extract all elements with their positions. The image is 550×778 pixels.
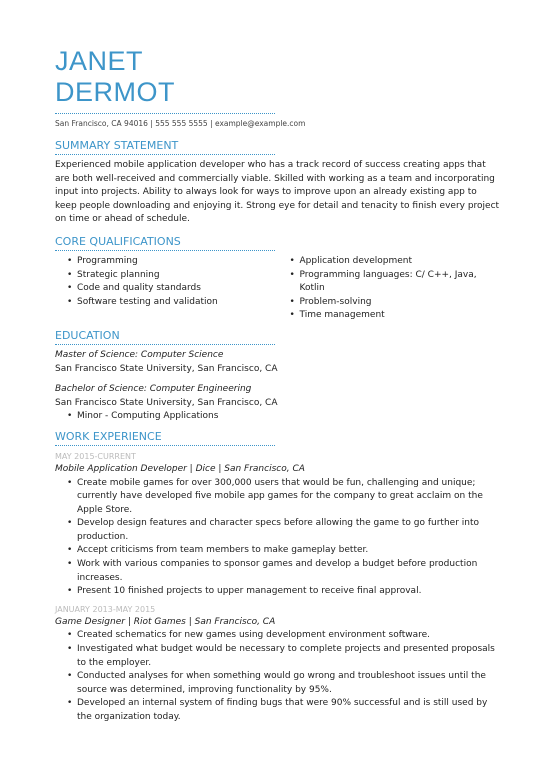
- list-item: • Develop design features and character specs before allowing the game to go further into production.: [55, 517, 500, 544]
- first-name: JANET: [55, 46, 144, 76]
- qualifications-left-list: [55, 255, 278, 323]
- list-item: • Application development: [278, 255, 501, 269]
- education-heading: EDUCATION: [55, 328, 120, 342]
- education-extra-list: [55, 410, 500, 424]
- section-divider: [55, 250, 275, 251]
- section-divider: [55, 154, 275, 155]
- resume-page: [55, 46, 500, 725]
- experience-heading: WORK EXPERIENCE: [55, 429, 162, 443]
- list-item: • Problem-solving: [278, 296, 501, 310]
- summary-heading: SUMMARY STATEMENT: [55, 139, 179, 152]
- list-item: • Investigated what budget would be necessary to complete projects and presented proposals to the employer.: [55, 643, 500, 670]
- list-item: • Developed an internal system of finding bugs that were 90% successful and is still used by the organization today.: [55, 697, 500, 724]
- list-item: • Accept criticisms from team members to make gameplay better.: [55, 544, 500, 558]
- name-divider: [55, 113, 275, 114]
- contact-line: San Francisco, CA 94016 | 555 555 5555 | example@example.com: [55, 119, 306, 128]
- education-entry: [55, 383, 500, 424]
- list-item: • Programming: [55, 255, 278, 269]
- qualifications-columns: [55, 255, 500, 323]
- job-entry: [55, 450, 500, 599]
- school-name: San Francisco State University, San Francisco, CA: [55, 397, 278, 408]
- education-entry: [55, 349, 500, 376]
- job-entry: [55, 603, 500, 725]
- list-item: • Software testing and validation: [55, 296, 278, 310]
- list-item: • Minor - Computing Applications: [55, 410, 500, 424]
- list-item: • Present 10 finished projects to upper management to receive final approval.: [55, 585, 500, 599]
- section-divider: [55, 445, 275, 446]
- job-bullets: [55, 629, 500, 724]
- school-name: San Francisco State University, San Francisco, CA: [55, 363, 278, 374]
- list-item: • Conducted analyses for when something would go wrong and troubleshoot issues until the source was determined, improving functionality by 95%.: [55, 670, 500, 697]
- job-role: Mobile Application Developer | Dice | San Francisco, CA: [55, 463, 305, 474]
- list-item: • Time management: [278, 309, 501, 323]
- summary-text: Experienced mobile application developer who has a track record of success creating apps that are both well-received and commercially viable. Skilled with working as a team and incorporating input into projects. Ability to always look for ways to improve upon an already existing app to keep people downloading and enjoying it. Strong eye for detail and tenacity to finish every project on time or ahead of schedule.: [55, 160, 500, 225]
- section-divider: [55, 344, 275, 345]
- job-dates: MAY 2015-CURRENT: [55, 451, 136, 461]
- list-item: • Work with various companies to sponsor games and develop a budget before production increases.: [55, 558, 500, 585]
- qualifications-heading: CORE QUALIFICATIONS: [55, 234, 181, 248]
- job-dates: JANUARY 2013-MAY 2015: [55, 604, 156, 614]
- list-item: • Created schematics for new games using development environment software.: [55, 629, 500, 643]
- qualifications-right-list: [278, 255, 501, 323]
- degree-title: Master of Science: Computer Science: [55, 349, 224, 360]
- list-item: • Programming languages: C/ C++, Java, Kotlin: [278, 269, 501, 296]
- list-item: • Code and quality standards: [55, 282, 278, 296]
- list-item: • Create mobile games for over 300,000 users that would be fun, challenging and unique; currently have developed five mobile app games for the company to great acclaim on the Apple Store.: [55, 477, 500, 518]
- job-bullets: [55, 477, 500, 599]
- last-name: DERMOT: [55, 77, 175, 107]
- degree-title: Bachelor of Science: Computer Engineering: [55, 384, 252, 395]
- job-role: Game Designer | Riot Games | San Francisco, CA: [55, 616, 276, 627]
- list-item: • Strategic planning: [55, 269, 278, 283]
